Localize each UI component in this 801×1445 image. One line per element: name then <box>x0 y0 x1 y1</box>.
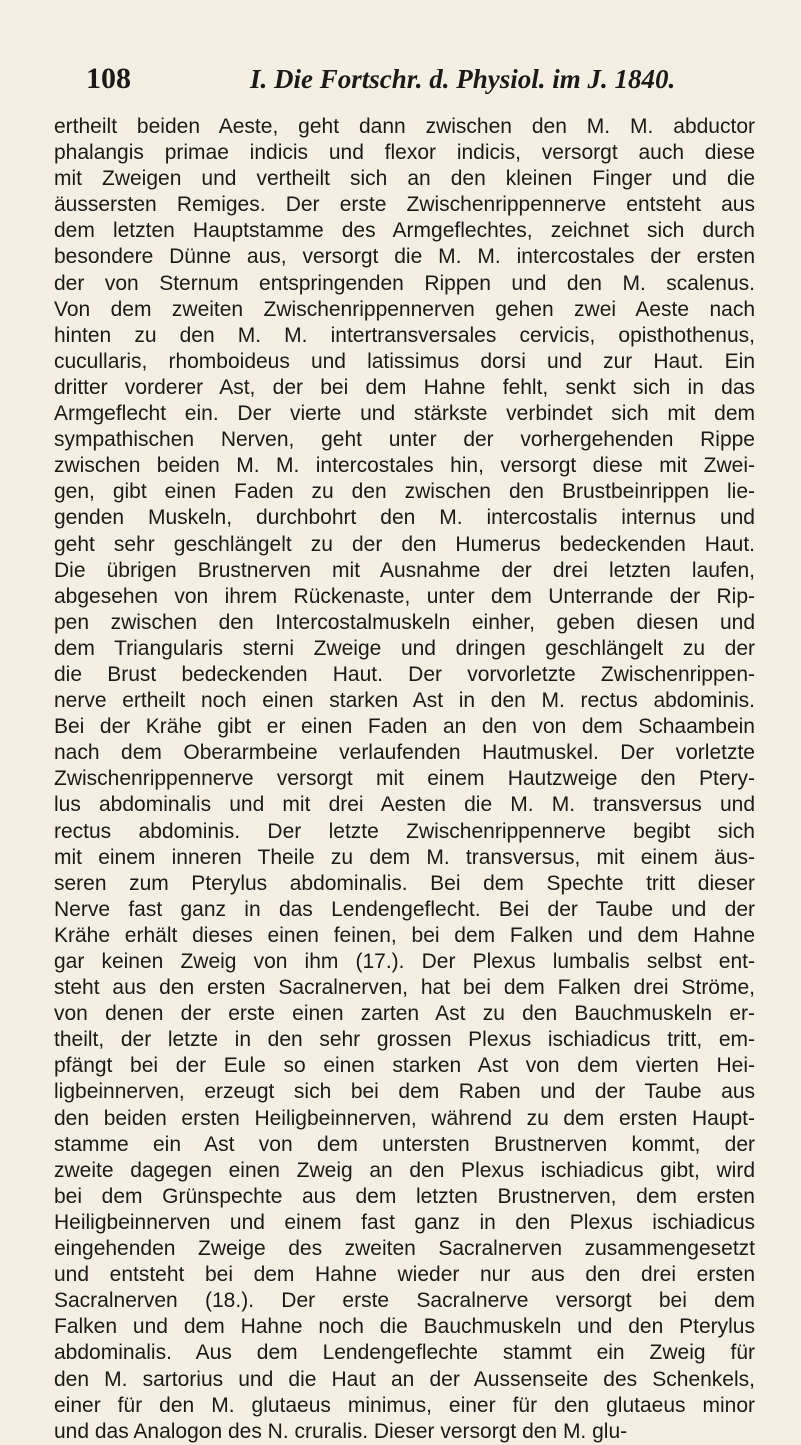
text-line: gen, gibt einen Faden zu den zwischen den Brustbeinrippen lie- <box>54 480 755 504</box>
text-line: Krähe erhält dieses einen feinen, bei dem Falken und dem Hahne <box>54 923 755 947</box>
page-header <box>78 62 745 102</box>
text-line: Sacralnerven (18.). Der erste Sacralnerve versorgt bei dem <box>54 1289 755 1313</box>
page-number: 108 <box>86 62 131 95</box>
text-line: Heiligbeinnerven und einem fast ganz in den Plexus ischiadicus <box>54 1210 755 1234</box>
text-line: pen zwischen den Intercostalmuskeln einher, geben diesen und <box>54 610 755 634</box>
text-line: cucullaris, rhomboideus und latissimus dorsi und zur Haut. Ein <box>54 349 755 373</box>
text-line: äussersten Remiges. Der erste Zwischenrippennerve entsteht aus <box>54 193 755 217</box>
text-line: Zwischenrippennerve versorgt mit einem Hautzweige den Ptery- <box>54 767 755 791</box>
text-line: dem letzten Hauptstamme des Armgeflechtes, zeichnet sich durch <box>54 219 755 243</box>
text-line: sympathischen Nerven, geht unter der vorhergehenden Rippe <box>54 428 755 452</box>
text-line: gar keinen Zweig von ihm (17.). Der Plexus lumbalis selbst ent- <box>54 950 755 973</box>
text-line: den M. sartorius und die Haut an der Aussenseite des Schenkels, <box>54 1367 755 1391</box>
text-line: Falken und dem Hahne noch die Bauchmuskeln und den Pterylus <box>54 1315 755 1339</box>
text-line: und entsteht bei dem Hahne wieder nur aus den drei ersten <box>54 1263 755 1287</box>
text-line: rectus abdominis. Der letzte Zwischenrippennerve begibt sich <box>54 819 755 843</box>
text-line: lus abdominalis und mit drei Aesten die M. M. transversus und <box>54 793 755 817</box>
text-line: ligbeinnerven, erzeugt sich bei dem Raben und der Taube aus <box>54 1080 755 1104</box>
text-line: abgesehen von ihrem Rückenaste, unter dem Unterrande der Rip- <box>54 584 755 608</box>
text-line: ertheilt beiden Aeste, geht dann zwischen den M. M. abductor <box>54 115 755 138</box>
text-line: mit Zweigen und vertheilt sich an den kleinen Finger und die <box>54 167 755 191</box>
text-line: Die übrigen Brustnerven mit Ausnahme der drei letzten laufen, <box>54 558 755 582</box>
text-line: dem Triangularis sterni Zweige und dringen geschlängelt zu der <box>54 636 755 660</box>
text-line: zweite dagegen einen Zweig an den Plexus ischiadicus gibt, wird <box>54 1158 755 1182</box>
text-line: genden Muskeln, durchbohrt den M. intercostalis internus und <box>54 506 755 530</box>
text-line: steht aus den ersten Sacralnerven, hat bei dem Falken drei Ströme, <box>54 976 755 1000</box>
text-line: der von Sternum entspringenden Rippen und den M. scalenus. <box>54 271 755 295</box>
text-line: pfängt bei der Eule so einen starken Ast von dem vierten Hei- <box>54 1054 755 1078</box>
text-line: den beiden ersten Heiligbeinnerven, während zu dem ersten Haupt- <box>54 1106 755 1130</box>
text-line: Nerve fast ganz in das Lendengeflecht. Bei der Taube und der <box>54 897 755 921</box>
text-line: einer für den M. glutaeus minimus, einer für den glutaeus minor <box>54 1393 755 1417</box>
text-line: von denen der erste einen zarten Ast zu den Bauchmuskeln er- <box>54 1002 755 1026</box>
text-line: zwischen beiden M. M. intercostales hin, versorgt diese mit Zwei- <box>54 454 755 478</box>
text-line: die Brust bedeckenden Haut. Der vorvorletzte Zwischenrippen- <box>54 662 755 686</box>
text-line: dritter vorderer Ast, der bei dem Hahne fehlt, senkt sich in das <box>54 375 755 399</box>
text-line: phalangis primae indicis und flexor indicis, versorgt auch diese <box>54 141 755 165</box>
text-line: stamme ein Ast von dem untersten Brustnerven kommt, der <box>54 1132 755 1156</box>
text-line: eingehenden Zweige des zweiten Sacralnerven zusammengesetzt <box>54 1237 755 1261</box>
text-line: und das Analogon des N. cruralis. Dieser versorgt den M. glu- <box>54 1419 628 1443</box>
text-line: Bei der Krähe gibt er einen Faden an den von dem Schaambein <box>54 715 755 739</box>
text-line: nach dem Oberarmbeine verlaufenden Hautmuskel. Der vorletzte <box>54 741 755 765</box>
text-line: mit einem inneren Theile zu dem M. transversus, mit einem äus- <box>54 845 755 869</box>
text-line: besondere Dünne aus, versorgt die M. M. intercostales der ersten <box>54 245 755 269</box>
text-line: Von dem zweiten Zwischenrippennerven gehen zwei Aeste nach <box>54 297 755 321</box>
text-line: Armgeflecht ein. Der vierte und stärkste verbindet sich mit dem <box>54 402 755 426</box>
text-line: theilt, der letzte in den sehr grossen Plexus ischiadicus tritt, em- <box>54 1028 755 1052</box>
text-line: geht sehr geschlängelt zu der den Humerus bedeckenden Haut. <box>54 532 755 556</box>
text-line: abdominalis. Aus dem Lendengeflechte stammt ein Zweig für <box>54 1341 755 1365</box>
text-line: hinten zu den M. M. intertransversales cervicis, opisthothenus, <box>54 323 755 347</box>
text-line: bei dem Grünspechte aus dem letzten Brustnerven, dem ersten <box>54 1184 755 1208</box>
text-line: seren zum Pterylus abdominalis. Bei dem Spechte tritt dieser <box>54 871 755 895</box>
text-line: nerve ertheilt noch einen starken Ast in den M. rectus abdominis. <box>54 689 755 713</box>
running-head: I. Die Fortschr. d. Physiol. im J. 1840. <box>250 64 676 94</box>
body-text <box>54 114 755 1445</box>
